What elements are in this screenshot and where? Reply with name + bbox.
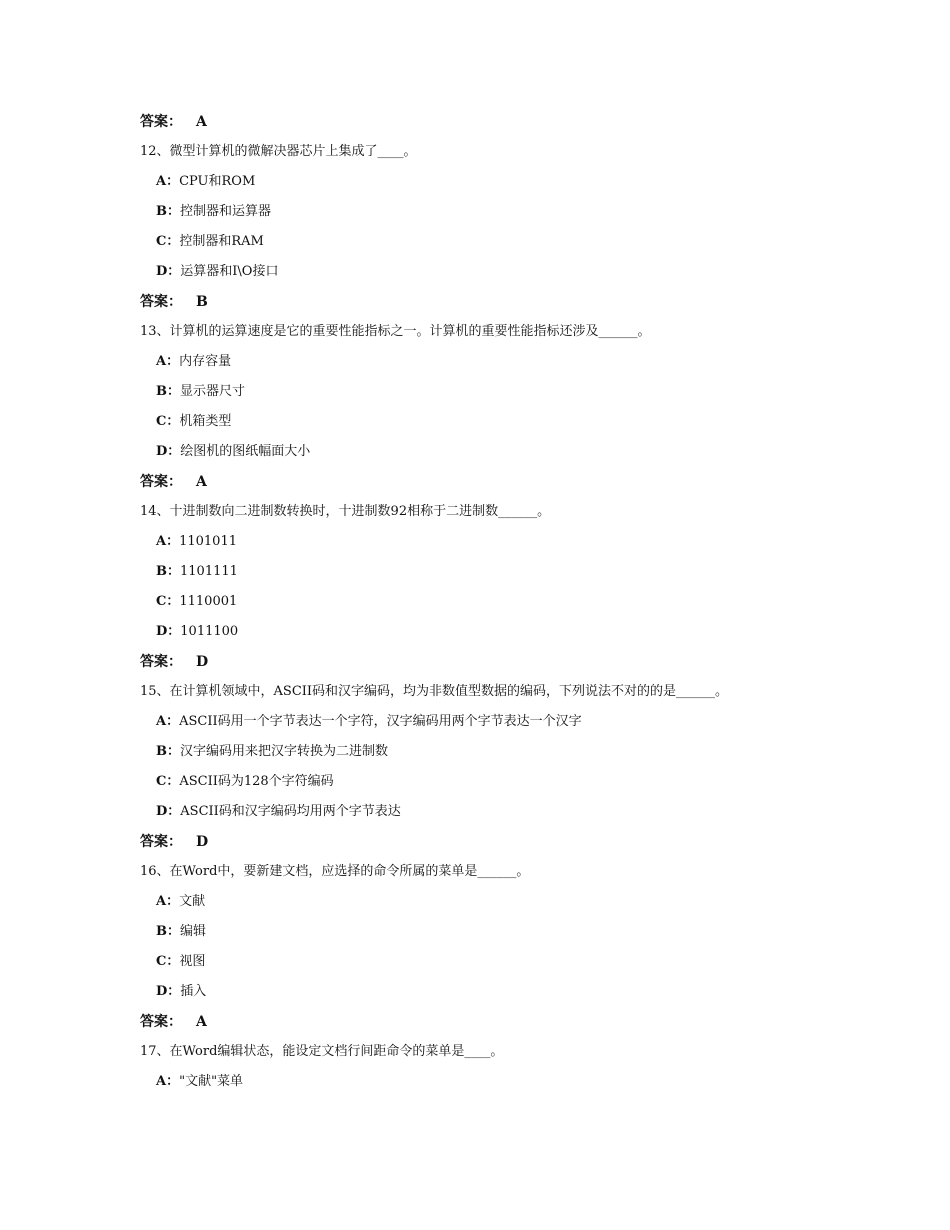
answer-line [140, 292, 208, 312]
option-key: A： [156, 174, 180, 189]
option-item [156, 352, 231, 372]
option-key: A： [156, 894, 180, 909]
option-key: D： [156, 804, 181, 819]
option-text: "文献"菜单 [179, 1074, 244, 1089]
option-text: 1101011 [179, 534, 237, 549]
option-key: A： [156, 534, 180, 549]
option-item [156, 382, 245, 402]
option-key: D： [156, 264, 181, 279]
option-item [156, 772, 334, 792]
option-text: 1011100 [180, 624, 239, 639]
option-text: CPU和ROM [179, 174, 256, 189]
question-text: 14、十进制数向二进制数转换时，十进制数92相称于二进制数______。 [140, 504, 551, 519]
option-key: C： [156, 594, 180, 609]
option-key: C： [156, 954, 180, 969]
option-item [156, 1072, 243, 1092]
option-item [156, 202, 271, 222]
option-key: D： [156, 444, 181, 459]
answer-line [140, 832, 208, 852]
option-text: 文献 [179, 894, 206, 909]
option-item [156, 562, 238, 582]
option-text: 运算器和I\O接口 [180, 264, 279, 279]
option-text: 控制器和运算器 [180, 204, 272, 219]
answer-value: B [196, 294, 208, 310]
question-text: 13、计算机的运算速度是它的重要性能指标之一。计算机的重要性能指标还涉及______。 [140, 324, 651, 339]
option-key: A： [156, 354, 180, 369]
option-item [156, 532, 237, 552]
option-text: 汉字编码用来把汉字转换为二进制数 [180, 744, 389, 759]
answer-label: 答案： [140, 294, 182, 310]
option-key: D： [156, 984, 181, 999]
option-text: 1110001 [179, 594, 238, 609]
option-key: B： [156, 924, 180, 939]
option-key: C： [156, 234, 180, 249]
answer-label: 答案： [140, 474, 182, 490]
option-item [156, 802, 401, 822]
option-key: B： [156, 204, 180, 219]
answer-line [140, 652, 208, 672]
question-text: 16、在Word中，要新建文档，应选择的命令所属的菜单是______。 [140, 864, 530, 879]
option-item [156, 412, 231, 432]
question-text: 12、微型计算机的微解决器芯片上集成了____。 [140, 144, 417, 159]
option-item [156, 622, 238, 642]
option-text: ASCII码为128个字符编码 [179, 774, 334, 789]
option-item [156, 952, 205, 972]
answer-line [140, 1012, 207, 1032]
option-item [156, 442, 310, 462]
option-item [156, 712, 582, 732]
option-key: B： [156, 744, 180, 759]
answer-label: 答案： [140, 1014, 182, 1030]
option-text: 插入 [180, 984, 207, 999]
answer-label: 答案： [140, 114, 182, 130]
option-item [156, 982, 206, 1002]
answer-label: 答案： [140, 654, 182, 670]
option-key: B： [156, 384, 180, 399]
option-text: ASCII码和汉字编码均用两个字节表达 [180, 804, 401, 819]
answer-value: D [196, 654, 209, 670]
option-item [156, 262, 278, 282]
question-text: 17、在Word编辑状态，能设定文档行间距命令的菜单是____。 [140, 1044, 504, 1059]
answer-value: A [196, 1014, 207, 1030]
option-key: C： [156, 774, 180, 789]
option-text: 显示器尺寸 [180, 384, 246, 399]
option-text: 机箱类型 [179, 414, 232, 429]
option-key: A： [156, 714, 180, 729]
option-key: A： [156, 1074, 180, 1089]
option-item [156, 232, 264, 252]
answer-value: A [196, 114, 207, 130]
option-item [156, 922, 206, 942]
option-key: D： [156, 624, 181, 639]
option-text: 1101111 [180, 564, 238, 579]
answer-value: A [196, 474, 207, 490]
answer-line [140, 472, 207, 492]
option-text: 编辑 [180, 924, 207, 939]
option-text: 视图 [179, 954, 206, 969]
answer-line [140, 112, 207, 132]
option-key: C： [156, 414, 180, 429]
option-item [156, 892, 205, 912]
option-text: ASCII码用一个字节表达一个字符，汉字编码用两个字节表达一个汉字 [179, 714, 582, 729]
answer-value: D [196, 834, 209, 850]
option-key: B： [156, 564, 180, 579]
option-item [156, 172, 255, 192]
option-text: 内存容量 [179, 354, 232, 369]
option-text: 控制器和RAM [179, 234, 264, 249]
option-text: 绘图机的图纸幅面大小 [180, 444, 311, 459]
answer-label: 答案： [140, 834, 182, 850]
question-text: 15、在计算机领域中，ASCII码和汉字编码，均为非数值型数据的编码，下列说法不对的的是______。 [140, 684, 729, 699]
option-item [156, 592, 237, 612]
option-item [156, 742, 388, 762]
